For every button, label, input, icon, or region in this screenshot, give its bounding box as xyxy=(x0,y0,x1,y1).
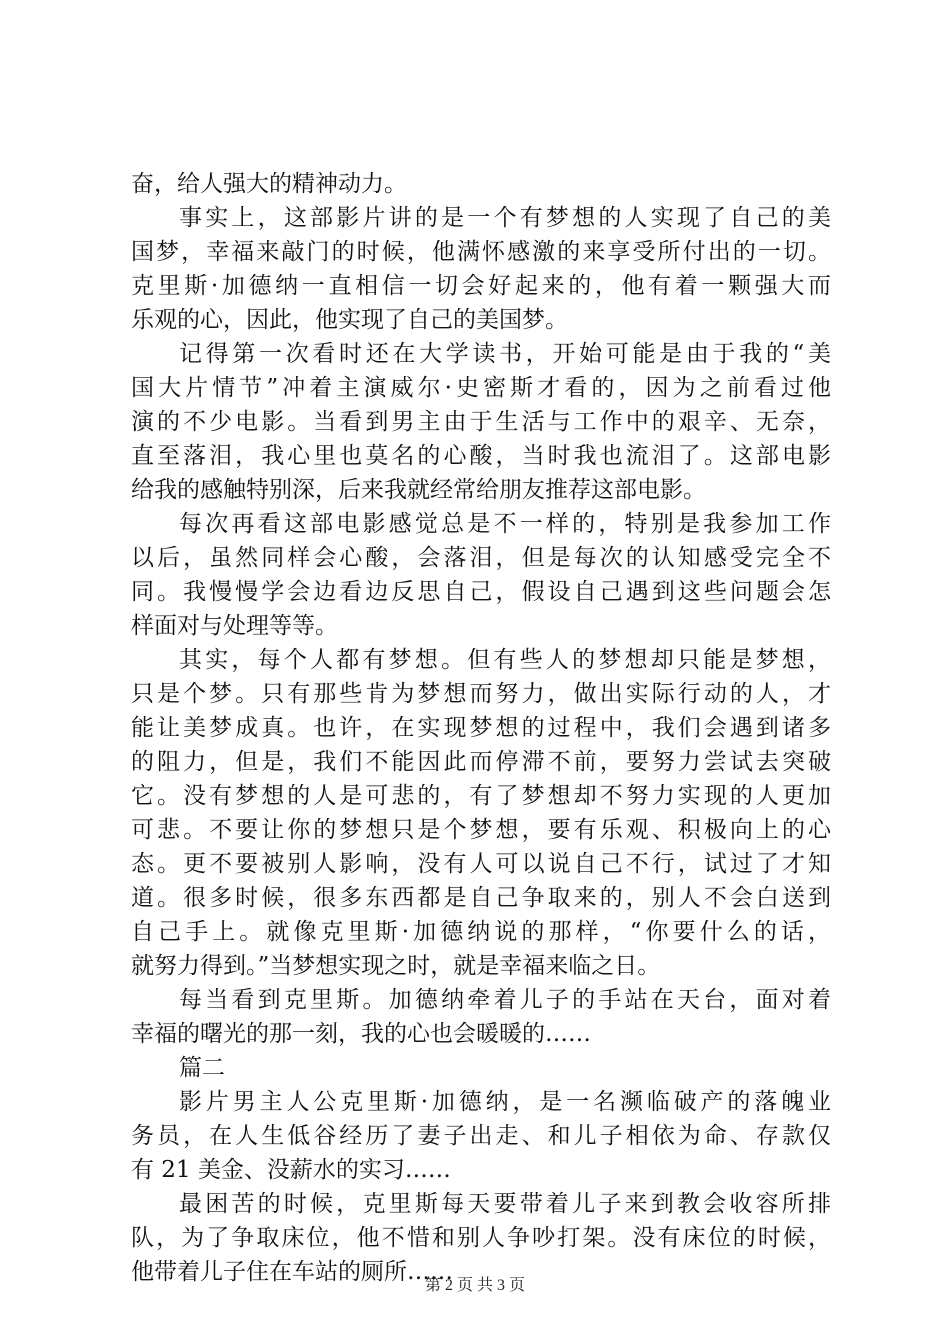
text-line: 自己手上。就像克里斯·加德纳说的那样，“你要什么的话， xyxy=(131,919,831,945)
text-line: 幸福的曙光的那一刻，我的心也会暖暖的…… xyxy=(131,1021,591,1047)
text-line: 奋，给人强大的精神动力。 xyxy=(131,171,407,197)
text-line: 队，为了争取床位，他不惜和别人争吵打架。没有床位的时候， xyxy=(131,1225,831,1251)
text-line: 国大片情节”冲着主演威尔·史密斯才看的，因为之前看过他 xyxy=(131,375,831,401)
text-line: 只是个梦。只有那些肯为梦想而努力，做出实际行动的人，才 xyxy=(131,681,831,707)
text-line: 以后，虽然同样会心酸，会落泪，但是每次的认知感受完全不 xyxy=(131,545,831,571)
document-body xyxy=(131,167,831,1289)
text-line: 演的不少电影。当看到男主由于生活与工作中的艰辛、无奈， xyxy=(131,409,831,435)
text-line: 他带着儿子住在车站的厕所…… xyxy=(131,1259,453,1285)
text-line: 每次再看这部电影感觉总是不一样的，特别是我参加工作 xyxy=(179,511,831,537)
text-line: 最困苦的时候，克里斯每天要带着儿子来到教会收容所排 xyxy=(179,1191,831,1217)
text-line: 样面对与处理等等。 xyxy=(131,613,338,639)
text-line: 直至落泪，我心里也莫名的心酸，当时我也流泪了。这部电影 xyxy=(131,443,831,469)
text-line: 给我的感触特别深，后来我就经常给朋友推荐这部电影。 xyxy=(131,477,706,503)
text-line: 同。我慢慢学会边看边反思自己，假设自己遇到这些问题会怎 xyxy=(131,579,831,605)
text-line: 能让美梦成真。也许，在实现梦想的过程中，我们会遇到诸多 xyxy=(131,715,831,741)
text-line: 有 21 美金、没薪水的实习…… xyxy=(131,1157,451,1183)
text-line: 影片男主人公克里斯·加德纳，是一名濒临破产的落魄业 xyxy=(179,1089,831,1115)
text-line: 事实上，这部影片讲的是一个有梦想的人实现了自己的美 xyxy=(179,205,831,231)
text-line: 可悲。不要让你的梦想只是个梦想，要有乐观、积极向上的心 xyxy=(131,817,831,843)
text-line: 每当看到克里斯。加德纳牵着儿子的手站在天台，面对着 xyxy=(179,987,831,1013)
text-line: 其实，每个人都有梦想。但有些人的梦想却只能是梦想， xyxy=(179,647,831,673)
text-line: 就努力得到。”当梦想实现之时，就是幸福来临之日。 xyxy=(131,953,661,979)
text-line: 篇二 xyxy=(179,1055,225,1081)
text-line: 态。更不要被别人影响，没有人可以说自己不行，试过了才知 xyxy=(131,851,831,877)
text-line: 它。没有梦想的人是可悲的，有了梦想却不努力实现的人更加 xyxy=(131,783,831,809)
text-line: 务员，在人生低谷经历了妻子出走、和儿子相依为命、存款仅 xyxy=(131,1123,831,1149)
page-footer: 第 2 页 共 3 页 xyxy=(424,1277,525,1294)
text-line: 克里斯·加德纳一直相信一切会好起来的，他有着一颗强大而 xyxy=(131,273,831,299)
text-line: 记得第一次看时还在大学读书，开始可能是由于我的“美 xyxy=(179,341,831,367)
text-line: 的阻力，但是，我们不能因此而停滞不前，要努力尝试去突破 xyxy=(131,749,831,775)
text-line: 乐观的心，因此，他实现了自己的美国梦。 xyxy=(131,307,568,333)
text-line: 道。很多时候，很多东西都是自己争取来的，别人不会白送到 xyxy=(131,885,831,911)
text-line: 国梦，幸福来敲门的时候，他满怀感激的来享受所付出的一切。 xyxy=(131,239,831,265)
